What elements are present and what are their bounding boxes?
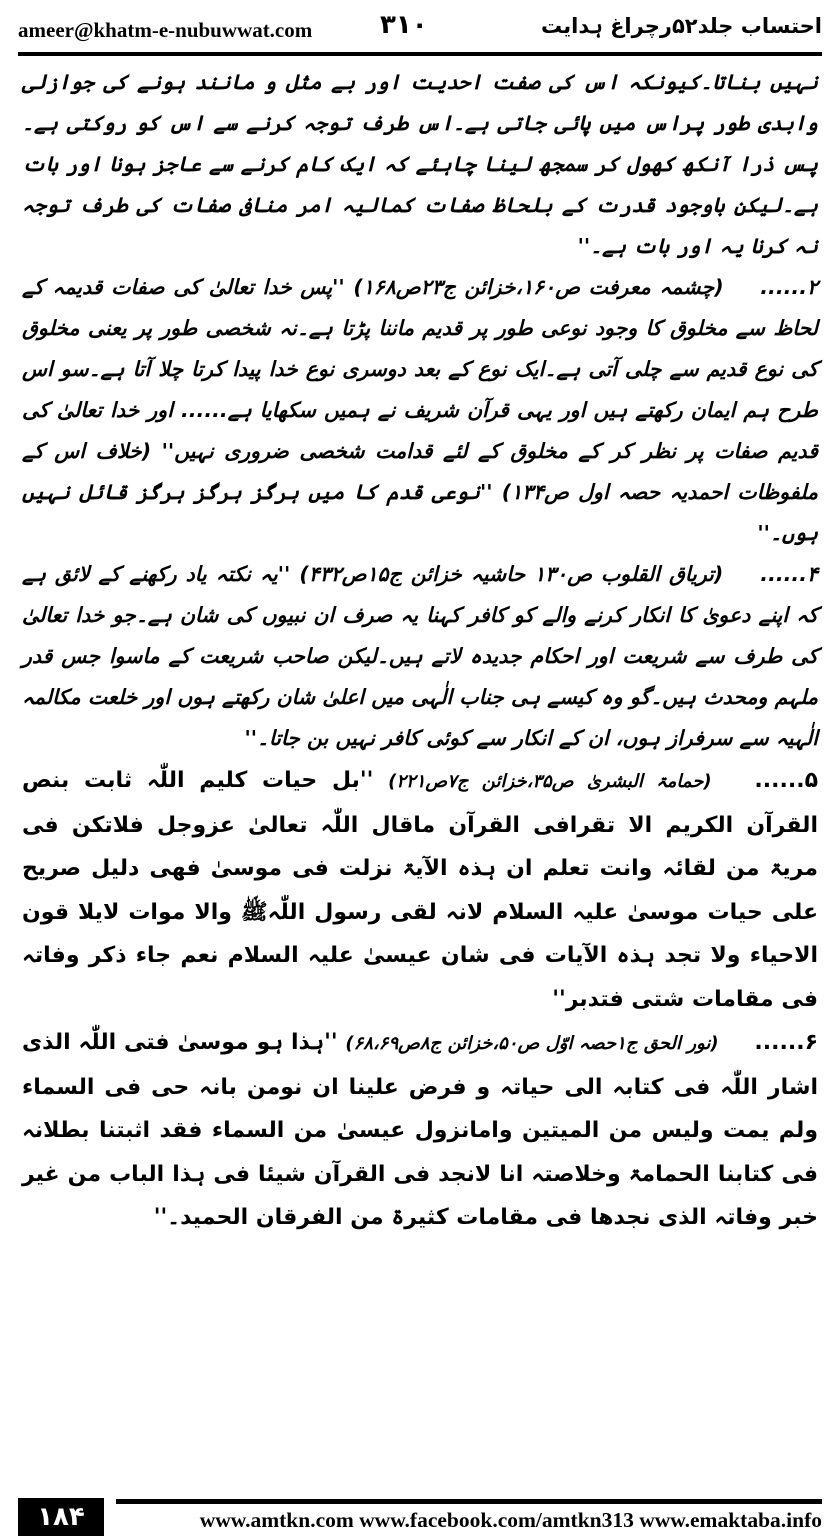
paragraph-4-text: ''یہ نکتہ یاد رکھنے کے لائق ہے کہ اپنے دعویٰ کا انکار کرنے والے کو کافر کہنا یہ صرف ان نبیوں کی شان ہے۔جو خدا تعالیٰ کی طرف سے شریعت اور احکام جدیدہ لاتے ہیں۔لیکن صاحب شریعت کے ماسوا جس قدر ملہم ومحدث ہیں۔گو وہ کیسے ہی جناب الٰہی میں اعلیٰ شان رکھتے ہوں اور خلعت مکالمہ الٰہیہ سے سرفراز ہوں، ان کے انکار سے کوئی کافر نہیں بن جاتا۔'' [22, 562, 818, 750]
header-email: ameer@khatm-e-nubuwwat.com [18, 18, 313, 42]
header-rule [18, 52, 822, 56]
paragraph-2-reference-2: (خلاف اس کے ملفوظات احمدیہ حصہ اول ص۱۳۴) [22, 439, 818, 504]
paragraph-2-number: ۲...... [760, 275, 819, 299]
paragraph-6 [22, 1021, 818, 1240]
page-footer [18, 1504, 822, 1538]
paragraph-1-text: نہیں بناتا۔کیونکہ اس کی صفت احدیت اور بے مثل و مانند ہونے کی جوازلی وابدی طور پراس میں پائی جاتی ہے۔اس طرف توجہ کرنے سے اس کو روکتی ہے۔پس ذرا آنکھ کھول کر سمجھ لینا چاہئے کہ ایک کام کرنے سے عاجز ہونا اور بات ہے۔لیکن باوجود قدرت کے بلحاظ صفات کمالیہ امر منافی صفات کی طرف توجہ نہ کرنا یہ اور بات ہے۔'' [22, 70, 818, 258]
paragraph-6-number: ۶...... [754, 1030, 819, 1055]
header-title: احتساب جلد۵۲رچراغ ہدایت [541, 14, 822, 38]
page-header [18, 10, 822, 50]
paragraph-4-number: ۴...... [760, 562, 819, 586]
page-number: ۳۱۰ [380, 10, 428, 40]
paragraph-6-reference: (نور الحق ج۱حصہ اوّل ص۵۰،خزائن ج۸ص۶۸،۶۹) [345, 1033, 719, 1054]
paragraph-2-reference: (چشمہ معرفت ص۱۶۰،خزائن ج۲۳ص۱۶۸) [353, 275, 724, 299]
paragraph-5-text: ''بل حیات کلیم اللّٰہ ثابت بنص القرآن الکریم الا تقرافی القرآن ماقال اللّٰہ تعالیٰ عزوجل فلاتکن فی مریۃ من لقائہ وانت تعلم ان ہذہ الآیۃ نزلت فی موسیٰ فھی دلیل صریح علی حیات موسیٰ علیہ السلام لانہ لقی رسول اللّٰہﷺ والا موات لایلا قون الاحیاء ولا تجد ہذہ الآیات فی شان عیسیٰ علیہ السلام نعم جاء ذکر وفاتہ فی مقامات شتی فتدبر'' [22, 768, 818, 1012]
paragraph-2-text: ''پس خدا تعالیٰ کی صفات قدیمہ کے لحاظ سے مخلوق کا وجود نوعی طور پر قدیم ماننا پڑتا ہے۔نہ شخصی طور پر یعنی مخلوق کی نوع قدیم سے چلی آتی ہے۔ایک نوع کے بعد دوسری نوع خدا پیدا کرتا چلا آتا ہے۔سو اس طرح ہم ایمان رکھتے ہیں اور یہی قرآن شریف نے ہمیں سکھایا ہے...... اور خدا تعالیٰ کی قدیم صفات پر نظر کر کے مخلوق کے لئے قدامت شخصی ضروری نہیں'' [22, 275, 818, 463]
paragraph-2 [22, 267, 818, 554]
paragraph-5-number: ۵...... [754, 768, 818, 793]
paragraph-2-text-2: ''نوعی قدم کا میں ہرگز ہرگز ہرگز قائل نہیں ہوں۔'' [22, 480, 818, 545]
paragraph-5-reference: (حمامۃ البشریٰ ص۳۵،خزائن ج۷ص۲۲۱) [388, 771, 712, 792]
paragraph-5 [22, 759, 818, 1021]
paragraph-1 [22, 62, 818, 267]
paragraph-4 [22, 554, 818, 759]
paragraph-6-text: ''ہذا ہو موسیٰ فتی اللّٰہ الذی اشار اللّٰہ فی کتابہ الی حیاتہ و فرض علینا ان نومن بانہ حی فی السماء ولم یمت ولیس من المیتین وامانزول عیسیٰ من السماء فقد اثبتنا بطلانہ فی کتابنا الحمامۃ وخلاصتہ انا لانجد فی القرآن شیئا فی ہذا الباب من غیر خبر وفاتہ الذی نجدھا فی مقامات کثیرۃ من الفرقان الحمید۔'' [22, 1030, 818, 1230]
page-body [22, 62, 818, 1462]
footer-page-badge: ۱۸۴ [18, 1498, 104, 1536]
paragraph-4-reference: (تریاق القلوب ص۱۳۰ حاشیہ خزائن ج۱۵ص۴۳۲) [299, 562, 724, 586]
footer-links: www.amtkn.com www.facebook.com/amtkn313 www.emaktaba.info [199, 1508, 822, 1532]
